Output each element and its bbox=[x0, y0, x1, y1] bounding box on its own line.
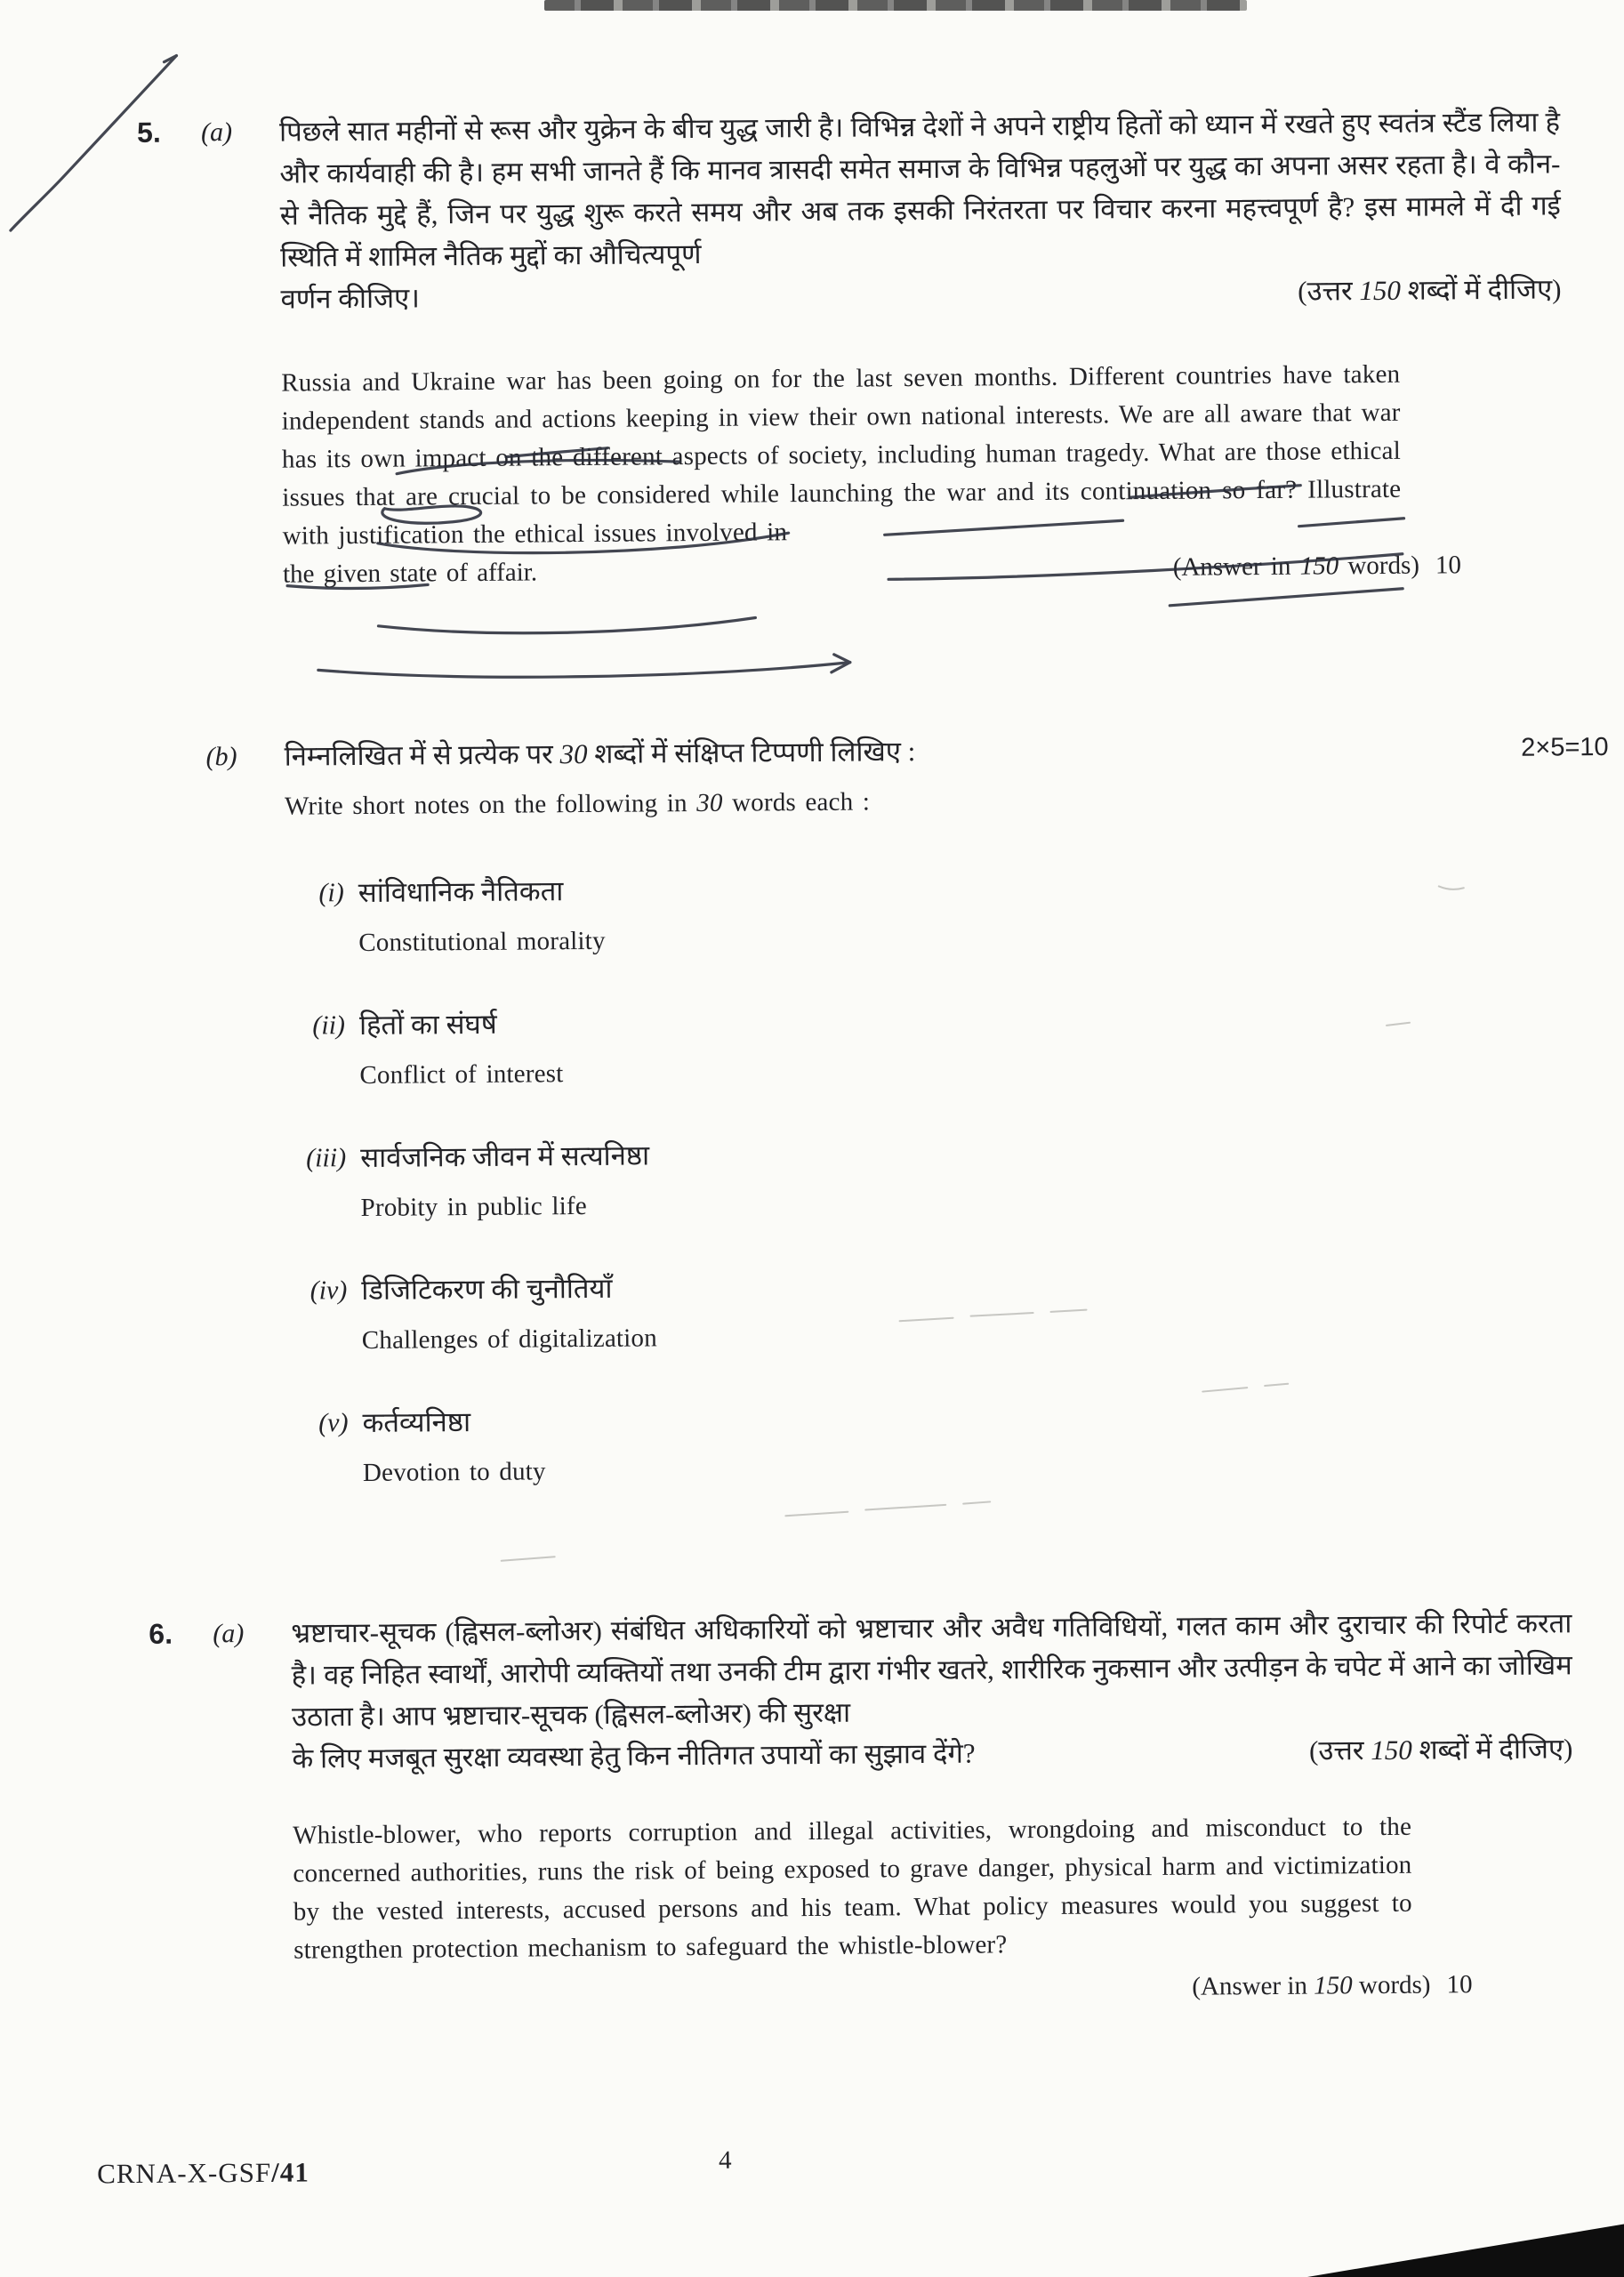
question-5a bbox=[137, 101, 1564, 595]
q6a-answer-note-row bbox=[293, 1966, 1472, 2013]
page-number: 4 bbox=[718, 2145, 732, 2175]
marks-value: 10 bbox=[1446, 1970, 1473, 1999]
item-hindi-label: कर्तव्यनिष्ठा bbox=[362, 1406, 471, 1438]
item-number: (iii) bbox=[306, 1143, 347, 1173]
pen-slash-barb bbox=[164, 56, 176, 62]
prompt-number: 30 bbox=[559, 737, 588, 770]
paper-code-bold: /41 bbox=[271, 2156, 310, 2188]
q5b-english-prompt bbox=[285, 779, 1403, 826]
q5a-hindi-paragraph: पिछले सात महीनों से रूस और युक्रेन के बीच युद्ध जारी है। विभिन्न देशों ने अपने राष्ट्रीय हितों को ध्यान में रखते हुए स्वतंत्र स्टैंड लिया है और कार्यवाही की है। हम सभी जानते हैं कि मानव त्रासदी समेत समाज के विभिन्न पहलुओं पर युद्ध का अपना असर रहता है। वे कौन-से नैतिक मुद्दे हैं, जिन पर युद्ध शुरू करते समय और अब तक इसकी निरंतरता पर विचार करना महत्त्वपूर्ण है? इस मामले में दी गई स्थिति में शामिल नैतिक मुद्दों का औचित्यपूर्ण bbox=[278, 106, 1561, 273]
paper-code bbox=[97, 2156, 310, 2190]
list-item bbox=[288, 1259, 1613, 1360]
q6a-hindi-paragraph: भ्रष्टाचार-सूचक (ह्विसल-ब्लोअर) संबंधित अधिकारियों को भ्रष्टाचार और अवैध गतिविधियों, गलत काम और दुराचार की रिपोर्ट करता है। वह निहित स्वार्थों, आरोपी व्यक्तियों तथा उनकी टीम द्वारा गंभीर खतरे, शारीरिक नुकसान और उत्पीड़न के चपेट में आने का जोखिम उठाता है। आप भ्रष्टाचार-सूचक (ह्विसल-ब्लोअर) की सुरक्षा bbox=[291, 1607, 1572, 1733]
item-labels bbox=[360, 1127, 1612, 1227]
paper-code-text: CRNA-X-GSF bbox=[96, 2156, 272, 2190]
item-english-label: Conflict of interest bbox=[359, 1059, 564, 1090]
q5a-hindi-last-words: वर्णन कीजिए। bbox=[280, 282, 421, 315]
answer-note-hindi bbox=[1309, 1727, 1573, 1771]
item-hindi-label: सार्वजनिक जीवन में सत्यनिष्ठा bbox=[360, 1139, 650, 1173]
question-5a-text bbox=[279, 101, 1564, 593]
item-number: (v) bbox=[318, 1408, 349, 1438]
list-item bbox=[289, 1392, 1614, 1493]
question-6a bbox=[149, 1602, 1574, 2015]
item-english-label: Constitutional morality bbox=[358, 926, 606, 957]
note-number: 150 bbox=[1359, 274, 1401, 307]
pen-arrowhead bbox=[832, 655, 850, 672]
pen-underline-arrow bbox=[318, 663, 850, 679]
note-text: (उत्तर bbox=[1308, 1734, 1371, 1766]
question-6a-text bbox=[291, 1602, 1574, 2013]
prompt-text: शब्दों में संक्षिप्त टिप्पणी लिखिए : bbox=[587, 736, 916, 769]
item-number: (ii) bbox=[312, 1010, 346, 1041]
item-labels bbox=[361, 1259, 1613, 1359]
question-5b bbox=[141, 725, 1614, 1536]
prompt-text: words each : bbox=[722, 787, 871, 817]
note-text: शब्दों में दीजिए) bbox=[1400, 273, 1562, 306]
prompt-number: 30 bbox=[696, 788, 723, 818]
item-hindi-label: डिजिटिकरण की चुनौतियाँ bbox=[361, 1272, 613, 1306]
pen-underline bbox=[1170, 589, 1403, 606]
pen-underline bbox=[378, 617, 755, 634]
part-label: (a) bbox=[213, 1619, 245, 1649]
q6a-hindi-lastline bbox=[292, 1727, 1572, 1779]
marks-value: 10 bbox=[1435, 551, 1462, 580]
item-english-label: Probity in public life bbox=[360, 1191, 587, 1222]
prompt-text: निम्नलिखित में से प्रत्येक पर bbox=[284, 738, 560, 772]
item-labels bbox=[362, 1392, 1614, 1492]
list-item bbox=[287, 1127, 1612, 1227]
note-number: 150 bbox=[1371, 1734, 1412, 1766]
pencil-mark bbox=[502, 1557, 555, 1560]
spacer bbox=[537, 575, 1173, 581]
note-text: words) bbox=[1339, 551, 1420, 581]
note-number: 150 bbox=[1299, 551, 1339, 581]
item-number: (i) bbox=[318, 878, 344, 908]
note-text: (उत्तर bbox=[1298, 275, 1360, 307]
note-text: words) bbox=[1352, 1970, 1431, 2000]
prompt-text: Write short notes on the following in bbox=[284, 789, 697, 821]
item-labels bbox=[358, 862, 1611, 961]
note-text: शब्दों में दीजिए) bbox=[1411, 1733, 1573, 1766]
q5b-hindi-prompt bbox=[284, 730, 915, 777]
q6a-english-paragraph: Whistle-blower, who reports corruption and illegal activities, wrongdoing and misconduct to the concerned authorities, runs the risk of being exposed to grave danger, physical harm and victimization by the vested interests, accused persons and his team. What policy measures would you suggest to strengthen protection mechanism to safeguard the whistle-blower? bbox=[293, 1812, 1412, 1965]
part-label: (a) bbox=[200, 117, 233, 148]
item-hindi-label: सांविधानिक नैतिकता bbox=[358, 875, 564, 908]
item-labels bbox=[359, 994, 1612, 1094]
marks-formula: 2×5=10 bbox=[1521, 732, 1609, 762]
q6a-hindi-last-words: के लिए मजबूत सुरक्षा व्यवस्था हेतु किन नीतिगत उपायों का सुझाव देंगे? bbox=[292, 1737, 976, 1774]
item-english-label: Devotion to duty bbox=[362, 1457, 546, 1487]
q5a-english-lastline bbox=[283, 546, 1461, 593]
note-text: (Answer in bbox=[1172, 551, 1300, 582]
answer-note-english bbox=[1173, 547, 1420, 587]
list-item bbox=[286, 994, 1612, 1095]
question-number: 6. bbox=[149, 1617, 173, 1650]
q5b-hindi-prompt-row bbox=[284, 725, 1608, 777]
note-text: (Answer in bbox=[1192, 1971, 1314, 2001]
item-number: (iv) bbox=[310, 1275, 348, 1306]
part-label: (b) bbox=[205, 742, 237, 772]
question-5b-text bbox=[284, 725, 1614, 1535]
answer-note-hindi bbox=[1298, 268, 1562, 311]
question-number: 5. bbox=[136, 116, 161, 149]
note-number: 150 bbox=[1314, 1971, 1353, 2000]
item-hindi-label: हितों का संघर्ष bbox=[358, 1008, 497, 1041]
list-item bbox=[285, 862, 1611, 962]
item-english-label: Challenges of digitalization bbox=[361, 1324, 658, 1355]
answer-note-english bbox=[1192, 1967, 1431, 2007]
q5a-english-last-words: the given state of affair. bbox=[282, 558, 538, 589]
short-note-items bbox=[285, 862, 1614, 1493]
q5a-english-paragraph: Russia and Ukraine war has been going on for the last seven months. Different countries have taken independent stands and actions keeping in view their own national interests. We are all aware that war has its own impact on the different aspects of society, including human tragedy. What are those ethical issues that are crucial to be considered while launching the war and its continuation so far? Illustrate with justification the ethical issues involved in bbox=[281, 359, 1402, 551]
